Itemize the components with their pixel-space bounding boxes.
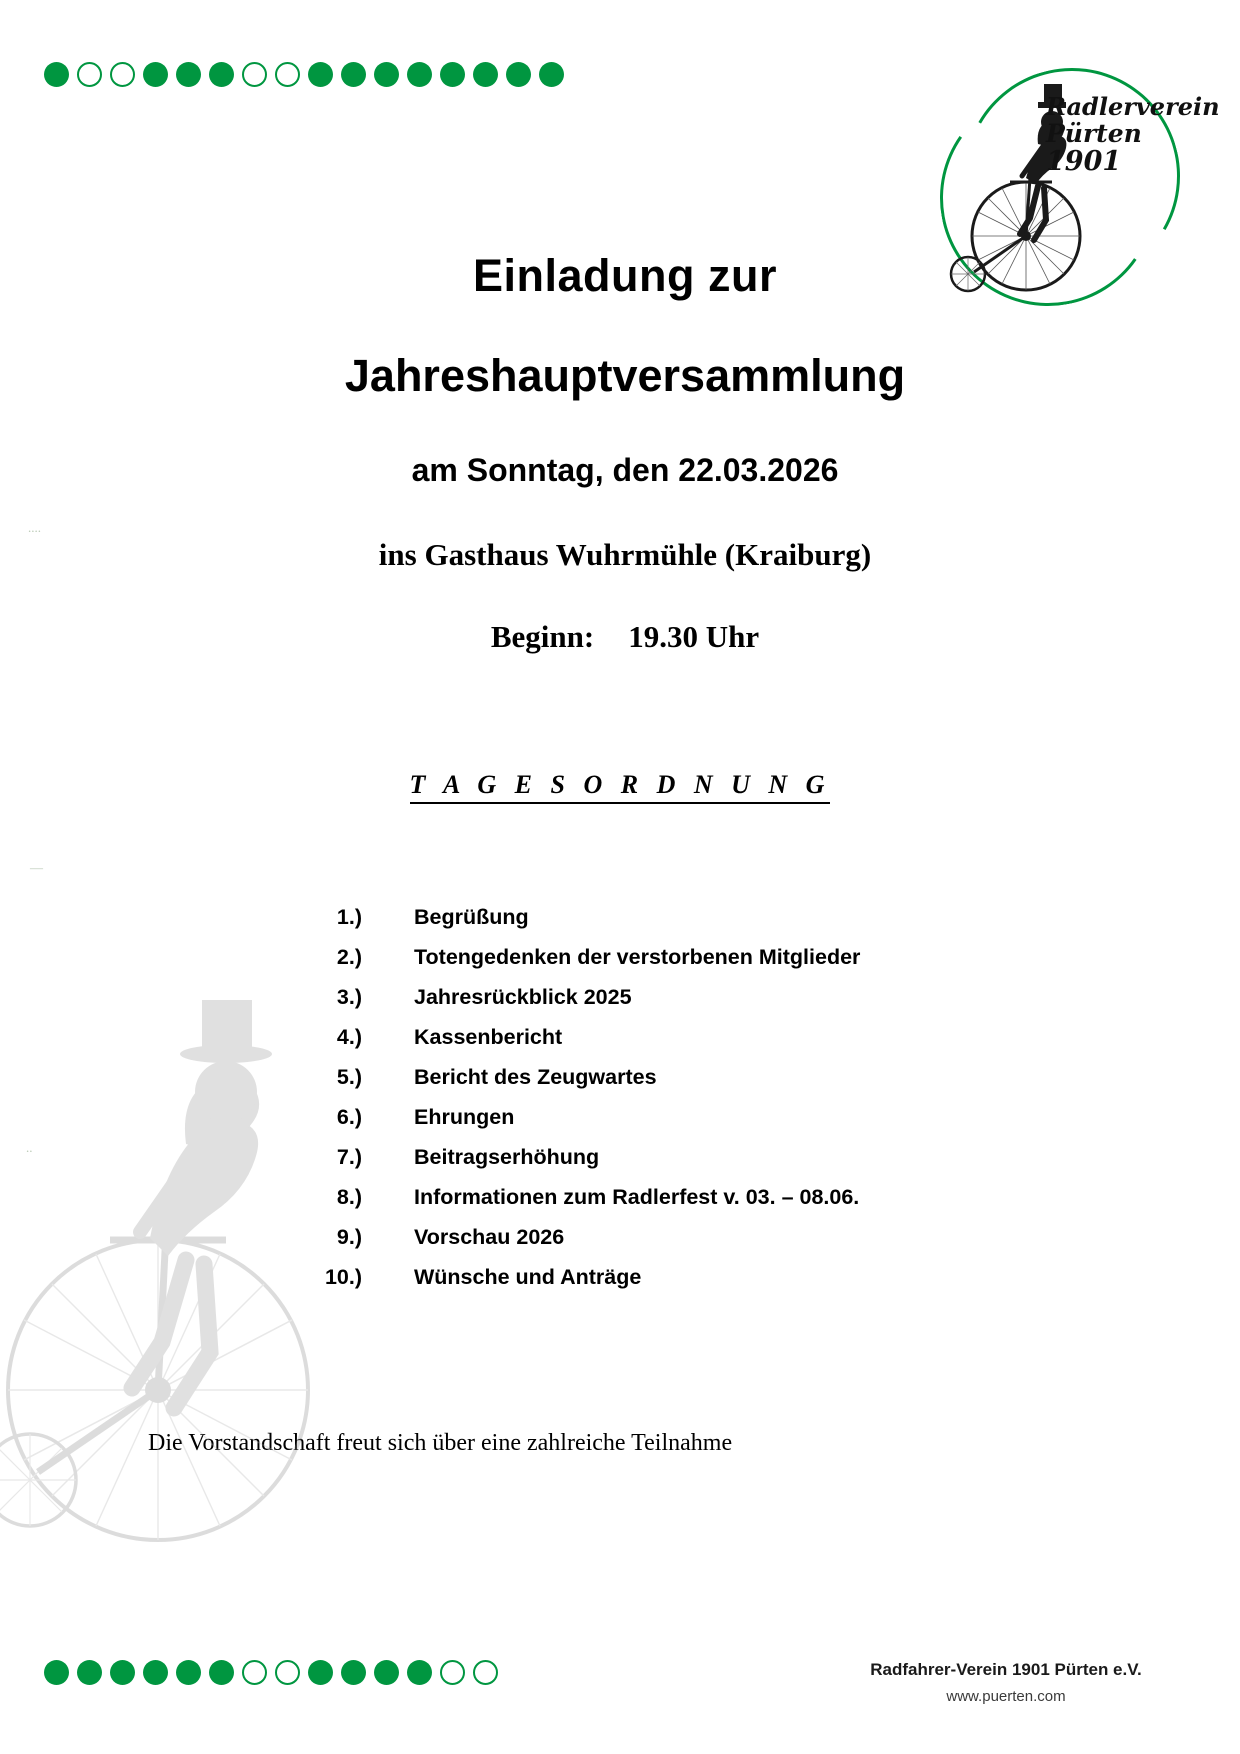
footer [856,1660,1156,1705]
top-dot-14 [506,62,531,87]
agenda-item-number: 10.) [324,1265,362,1289]
top-dot-5 [209,62,234,87]
top-dot-10 [374,62,399,87]
event-place: ins Gasthaus Wuhrmühle (Kraiburg) [378,537,872,572]
invitation-title-line1: Einladung zur [473,250,777,301]
agenda-item [300,945,1000,970]
agenda-item-label: Totengedenken der verstorbenen Mitglieder [414,945,861,969]
bottom-dot-1 [77,1660,102,1685]
bottom-dot-3 [143,1660,168,1685]
top-dot-2 [110,62,135,87]
top-dot-13 [473,62,498,87]
top-dot-12 [440,62,465,87]
agenda-item [300,905,1000,930]
bottom-dot-11 [407,1660,432,1685]
agenda-item [300,1265,1000,1290]
agenda-item-number: 4.) [336,1025,362,1049]
agenda-list [300,905,1000,1305]
bottom-dot-2 [110,1660,135,1685]
agenda-item-number: 5.) [336,1065,362,1089]
agenda-item-label: Kassenbericht [414,1025,563,1049]
scan-artifact-2: — [30,860,43,875]
bottom-dot-9 [341,1660,366,1685]
agenda-item [300,1065,1000,1090]
top-dot-9 [341,62,366,87]
agenda-item-number: 8.) [336,1185,362,1209]
bottom-dot-12 [440,1660,465,1685]
agenda-item-label: Wünsche und Anträge [414,1265,642,1289]
agenda-item [300,1105,1000,1130]
agenda-item-label: Beitragserhöhung [414,1145,600,1169]
agenda-item-number: 7.) [336,1145,362,1169]
top-dot-1 [77,62,102,87]
agenda-item-number: 9.) [336,1225,362,1249]
logo-line-2: Pürten [1046,118,1142,148]
agenda-item-label: Jahresrückblick 2025 [414,985,632,1009]
logo-line-1: Radlerverein [1046,92,1220,121]
top-dot-6 [242,62,267,87]
invitation-title-line2: Jahreshauptversammlung [344,350,906,401]
bottom-dot-10 [374,1660,399,1685]
bottom-dot-6 [242,1660,267,1685]
event-begin [10,619,1240,655]
watermark-cyclist [0,960,350,1600]
begin-time: 19.30 Uhr [628,619,760,654]
top-dot-8 [308,62,333,87]
begin-label: Beginn: [490,619,595,654]
bottom-dot-13 [473,1660,498,1685]
bottom-dot-8 [308,1660,333,1685]
agenda-item-label: Bericht des Zeugwartes [414,1065,657,1089]
top-dot-4 [176,62,201,87]
agenda-item-label: Ehrungen [414,1105,515,1129]
bottom-dot-row [44,1660,498,1685]
bottom-dot-5 [209,1660,234,1685]
top-dot-row [44,62,564,87]
bottom-dot-4 [176,1660,201,1685]
agenda-item-number: 1.) [336,905,362,929]
footer-website: www.puerten.com [946,1688,1066,1705]
bottom-dot-7 [275,1660,300,1685]
agenda-item [300,1185,1000,1210]
watermark-penny-farthing-icon [0,960,350,1600]
bottom-dot-0 [44,1660,69,1685]
scan-artifact-1: .... [28,520,41,535]
agenda-item-number: 6.) [336,1105,362,1129]
event-date: am Sonntag, den 22.03.2026 [411,452,839,488]
scan-artifact-3: .. [26,1140,33,1155]
agenda-heading-text: T A G E S O R D N U N G [410,770,831,804]
agenda-item-number: 2.) [336,945,362,969]
top-dot-3 [143,62,168,87]
top-dot-7 [275,62,300,87]
agenda-item [300,1225,1000,1250]
agenda-item [300,1145,1000,1170]
agenda-item [300,985,1000,1010]
agenda-item-label: Begrüßung [414,905,529,929]
agenda-item-number: 3.) [336,985,362,1009]
headline-block [0,250,1240,655]
agenda-item-label: Vorschau 2026 [414,1225,565,1249]
logo-text [1046,92,1220,177]
top-dot-15 [539,62,564,87]
top-dot-0 [44,62,69,87]
agenda-heading [0,770,1240,800]
footer-club-name: Radfahrer-Verein 1901 Pürten e.V. [870,1660,1142,1679]
top-dot-11 [407,62,432,87]
agenda-item [300,1025,1000,1050]
agenda-item-label: Informationen zum Radlerfest v. 03. – 08.06. [414,1185,860,1209]
closing-note: Die Vorstandschaft freut sich über eine zahlreiche Teilnahme [148,1430,733,1456]
logo-line-3: 1901 [1046,145,1122,177]
